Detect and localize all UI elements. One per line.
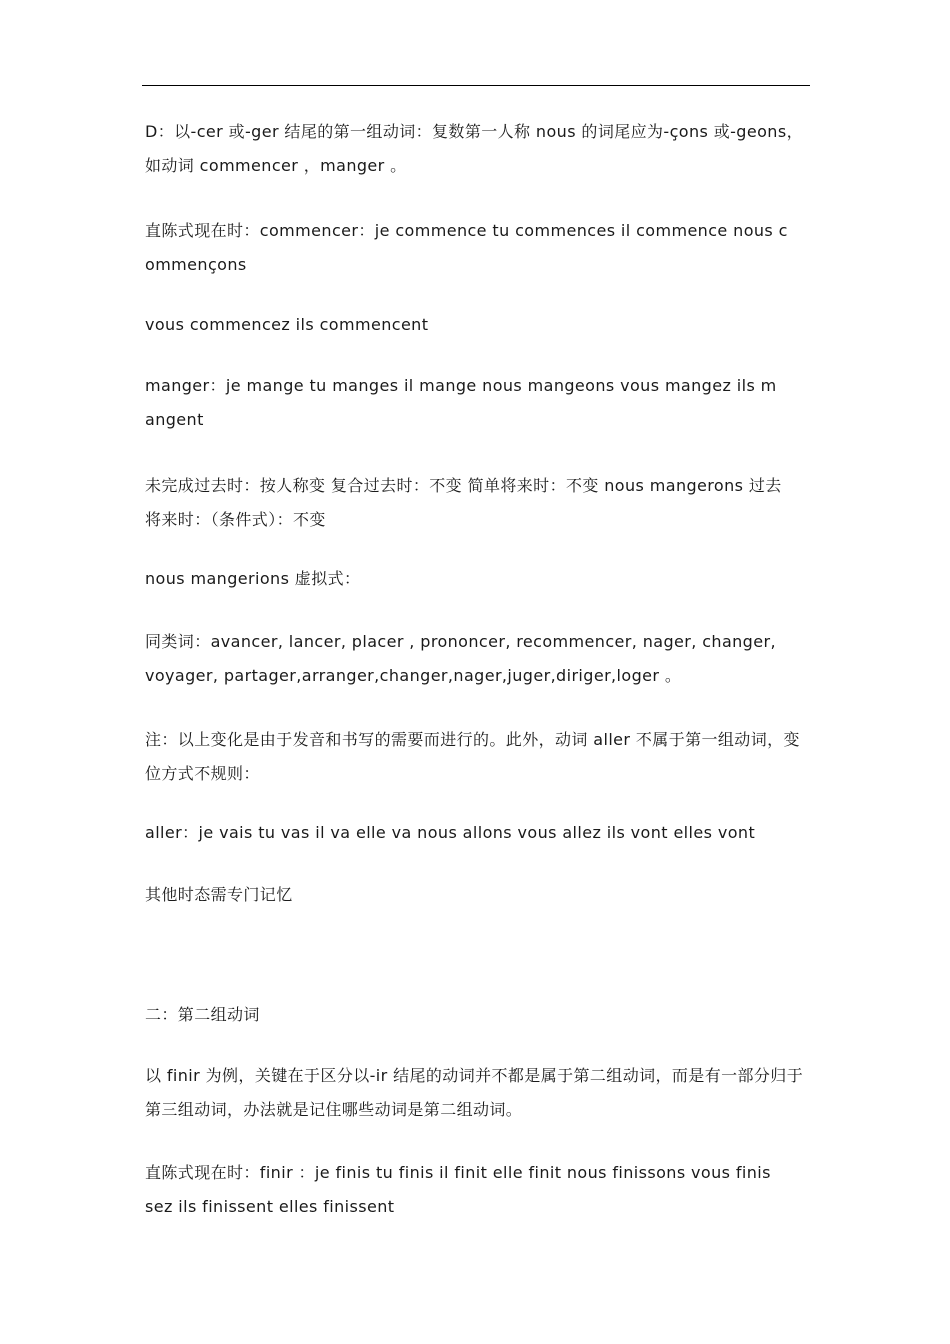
text-line: 注：以上变化是由于发音和书写的需要而进行的。此外，动词 aller 不属于第一组动词，变 <box>145 730 800 749</box>
text-line: 以 finir 为例，关键在于区分以-ir 结尾的动词并不都是属于第二组动词，而是有一部分归于 <box>145 1066 804 1085</box>
paragraph-finir-present <box>145 1156 810 1224</box>
text-line: 第三组动词，办法就是记住哪些动词是第二组动词。 <box>145 1100 523 1119</box>
text-line: 直陈式现在时：finir ：je finis tu finis il finit elle finit nous finissons vous finis <box>145 1163 771 1182</box>
paragraph-commencer-present <box>145 214 810 282</box>
text-line: sez ils finissent elles finissent <box>145 1197 395 1216</box>
text-line: 直陈式现在时：commencer：je commence tu commences il commence nous c <box>145 221 788 240</box>
paragraph-manger-present <box>145 369 810 437</box>
text-line: angent <box>145 410 204 429</box>
text-line: ommençons <box>145 255 247 274</box>
header-rule <box>142 85 810 86</box>
paragraph-conditional <box>145 562 810 596</box>
text-line: 位方式不规则： <box>145 764 260 783</box>
text-line: 未完成过去时：按人称变 复合过去时：不变 简单将来时：不变 nous mangerons 过去 <box>145 476 782 495</box>
paragraph-aller-conjugation <box>145 816 810 850</box>
paragraph-commencer-plural <box>145 308 810 342</box>
text-line: manger：je mange tu manges il mange nous mangeons vous mangez ils m <box>145 376 777 395</box>
text-line: nous mangerions 虚拟式： <box>145 569 361 588</box>
paragraph-memorize-note <box>145 878 810 912</box>
text-line: 同类词：avancer, lancer, placer , prononcer, recommencer, nager, changer, <box>145 632 776 651</box>
text-line: 如动词 commencer ，manger 。 <box>145 156 407 175</box>
paragraph-note-aller <box>145 723 810 791</box>
paragraph-other-tenses <box>145 469 810 537</box>
text-line: voyager, partager,arranger,changer,nager,juger,diriger,loger 。 <box>145 666 682 685</box>
paragraph-finir-intro <box>145 1059 810 1127</box>
text-line: aller：je vais tu vas il va elle va nous allons vous allez ils vont elles vont <box>145 823 756 842</box>
text-line: 其他时态需专门记忆 <box>145 885 293 904</box>
text-line: 将来时：（条件式）：不变 <box>145 510 326 529</box>
text-line: vous commencez ils commencent <box>145 315 429 334</box>
section-heading-second-group <box>145 998 810 1032</box>
paragraph-d-cer-ger <box>145 115 810 183</box>
paragraph-similar-verbs <box>145 625 810 693</box>
text-line: 二：第二组动词 <box>145 1005 260 1024</box>
text-line: D：以-cer 或-ger 结尾的第一组动词：复数第一人称 nous 的词尾应为-çons 或-geons， <box>145 122 803 141</box>
